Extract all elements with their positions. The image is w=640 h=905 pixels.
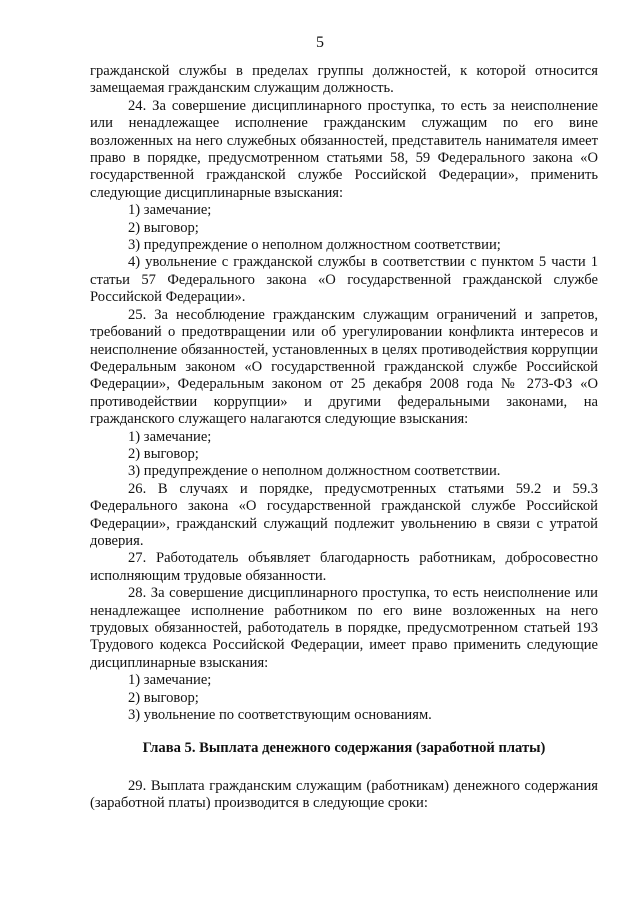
list-item: 2) выговор; <box>128 445 199 462</box>
paragraph: 24. За совершение дисциплинарного проступка, то есть за неисполнение или ненадлежащее исполнение гражданским служащим по его вине возложенных на него служебных обязанностей, представитель нанимателя имеет право в порядке, предусмотренном статьями 58, 59 Федерального закона «О государственной гражданской службе Российской Федерации», применить следующие дисциплинарные взыскания: <box>90 97 598 201</box>
paragraph: 28. За совершение дисциплинарного проступка, то есть неисполнение или ненадлежащее исполнение работником по его вине возложенных на него трудовых обязанностей, работодатель в порядке, предусмотренном статьей 193 Трудового кодекса Российской Федерации, имеет право применить следующие дисциплинарные взыскания: <box>90 585 598 671</box>
list-item: 3) увольнение по соответствующим основаниям. <box>128 707 432 724</box>
list-item: 2) выговор; <box>128 219 199 236</box>
paragraph: 27. Работодатель объявляет благодарность работникам, добросовестно исполняющим трудовые обязанности. <box>90 550 598 584</box>
list-item: 1) замечание; <box>128 428 212 445</box>
paragraph: 26. В случаях и порядке, предусмотренных статьями 59.2 и 59.3 Федерального закона «О государственной гражданской службе Российской Федерации», гражданский служащий подлежит увольнению в связи с утратой доверия. <box>90 480 598 549</box>
paragraph: 25. За несоблюдение гражданским служащим ограничений и запретов, требований о предотвращении или об урегулировании конфликта интересов и неисполнение обязанностей, установленных в целях противодействия коррупции Федеральным законом «О государственной гражданской службе Российской Федерации», Федеральным законом от 25 декабря 2008 года № 273-ФЗ «О противодействии коррупции» и другими федеральными законами, на гражданского служащего налагаются следующие взыскания: <box>90 306 598 428</box>
chapter-heading: Глава 5. Выплата денежного содержания (заработной платы) <box>142 740 546 757</box>
document-body <box>90 63 598 813</box>
list-item: 3) предупреждение о неполном должностном соответствии; <box>128 237 501 254</box>
list-item: 3) предупреждение о неполном должностном соответствии. <box>128 463 501 480</box>
list-item: 1) замечание; <box>128 672 212 689</box>
paragraph: 29. Выплата гражданским служащим (работникам) денежного содержания (заработной платы) производится в следующие сроки: <box>90 777 598 812</box>
paragraph: гражданской службы в пределах группы должностей, к которой относится замещаемая гражданским служащим должность. <box>90 63 598 97</box>
list-item: 2) выговор; <box>128 689 199 706</box>
paragraph: 4) увольнение с гражданской службы в соответствии с пунктом 5 части 1 статьи 57 Федерального закона «О государственной гражданской службе Российской Федерации». <box>90 254 598 306</box>
list-item: 1) замечание; <box>128 202 212 219</box>
page-number: 5 <box>316 34 324 51</box>
